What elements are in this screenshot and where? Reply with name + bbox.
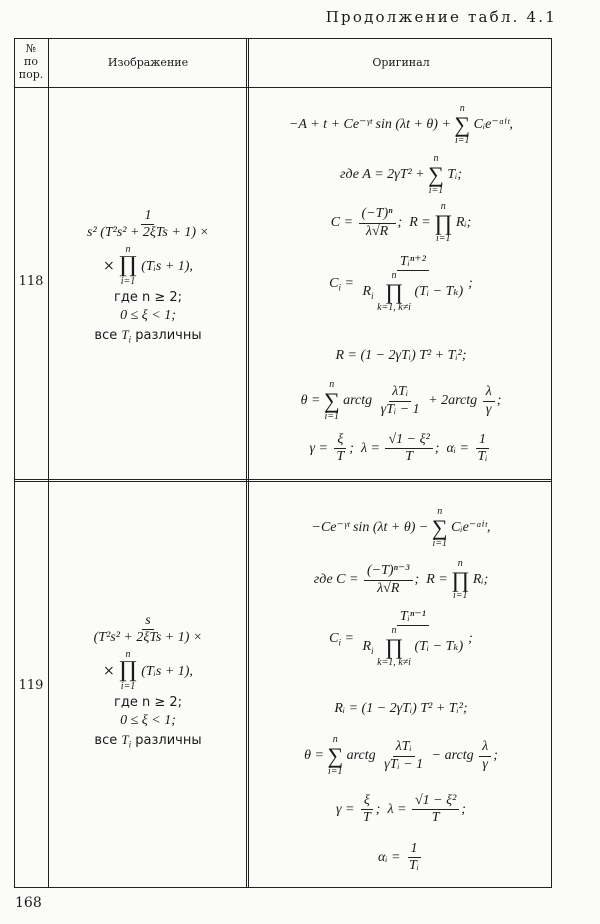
product-line: × n ∏ i=1 (Tᵢs + 1), (103, 649, 193, 693)
image-cell-118: $\frac{1}{\text{s² (T²s² + 2ξTs + 1) ×}}$ × n ∏ i=1 (Tᵢs + 1), где n ≥ 2; 0 ≤ ξ < 1; все $T_i$ различны (50, 208, 246, 345)
table-left-rule (14, 38, 15, 888)
col-header-num: № по пор. (18, 42, 44, 81)
image-fraction: $\frac{1}{\text{s² (T²s² + 2ξTs + 1) ×}}$ (87, 208, 209, 241)
col-header-original: Оригинал (372, 56, 430, 69)
table-top-rule (14, 38, 552, 39)
row-number-118: 118 (18, 274, 44, 289)
image-fraction: $\frac{s}{\text{(T²s² + 2ξTs + 1) ×}}$ (93, 613, 203, 646)
image-cell-119: $\frac{s}{\text{(T²s² + 2ξTs + 1) ×}}$ × n ∏ i=1 (Tᵢs + 1), где n ≥ 2; 0 ≤ ξ < 1; все $T_i$ различны (50, 613, 246, 750)
col-divider-1 (48, 38, 49, 888)
table-bottom-rule (14, 887, 552, 888)
page-number: 168 (15, 895, 42, 911)
header-rule (14, 87, 552, 88)
col-header-image: Изображение (107, 56, 189, 69)
col-divider-2 (246, 38, 249, 888)
row-number-119: 119 (18, 678, 44, 693)
laplace-table (14, 38, 552, 888)
original-cell-118: −A + t + Ce⁻ᵞᵗ sin (λt + θ) + n ∑ i=1 Cᵢe⁻ᵅⁱᵗ, где A = 2γT² + n ∑ i=1 Tᵢ; C = $\frac{\text{(−T)ⁿ}}{\lambda√R}$ ; R = n ∏ i=1 Rᵢ; $C_i$ = Tᵢⁿ⁺² $R_i$ n ∏ k=1, k≠i (Tᵢ − Tₖ) ; R = (1 − 2γTᵢ) T² + Tᵢ²; θ = n ∑ i=1 arctg $\frac{\text{λTᵢ}}{\text{γTᵢ − 1}}$ + 2arctg $\frac{\lambda}{\gamma}$ ; γ = $\frac{\xi}{T}$ ; λ = $\frac{\text{√1 − ξ²}}{T}$ ; αᵢ = $\frac{1}{\text{Tᵢ}}$ (288, 103, 514, 465)
continuation-title: Продолжение табл. 4.1 (325, 8, 557, 26)
original-cell-119: −Ce⁻ᵞᵗ sin (λt + θ) − n ∑ i=1 Cᵢe⁻ᵅⁱᵗ, где C = $\frac{\text{(−T)ⁿ⁻³}}{\lambda√R}$ ; R = n ∏ i=1 Rᵢ; $C_i$ = Tᵢⁿ⁻¹ $R_i$ n ∏ k=1, k≠i (Tᵢ − Tₖ) ; Rᵢ = (1 − 2γTᵢ) T² + Tᵢ²; θ = n ∑ i=1 arctg $\frac{\text{λTᵢ}}{\text{γTᵢ − 1}}$ − arctg $\frac{\lambda}{\gamma}$ ; γ = $\frac{\xi}{T}$ ; λ = $\frac{\text{√1 − ξ²}}{T}$ ; αᵢ = $\frac{1}{\text{Tᵢ}}$ (304, 506, 498, 874)
row-divider (14, 479, 552, 482)
product-line: × n ∏ i=1 (Tᵢs + 1), (103, 244, 193, 288)
